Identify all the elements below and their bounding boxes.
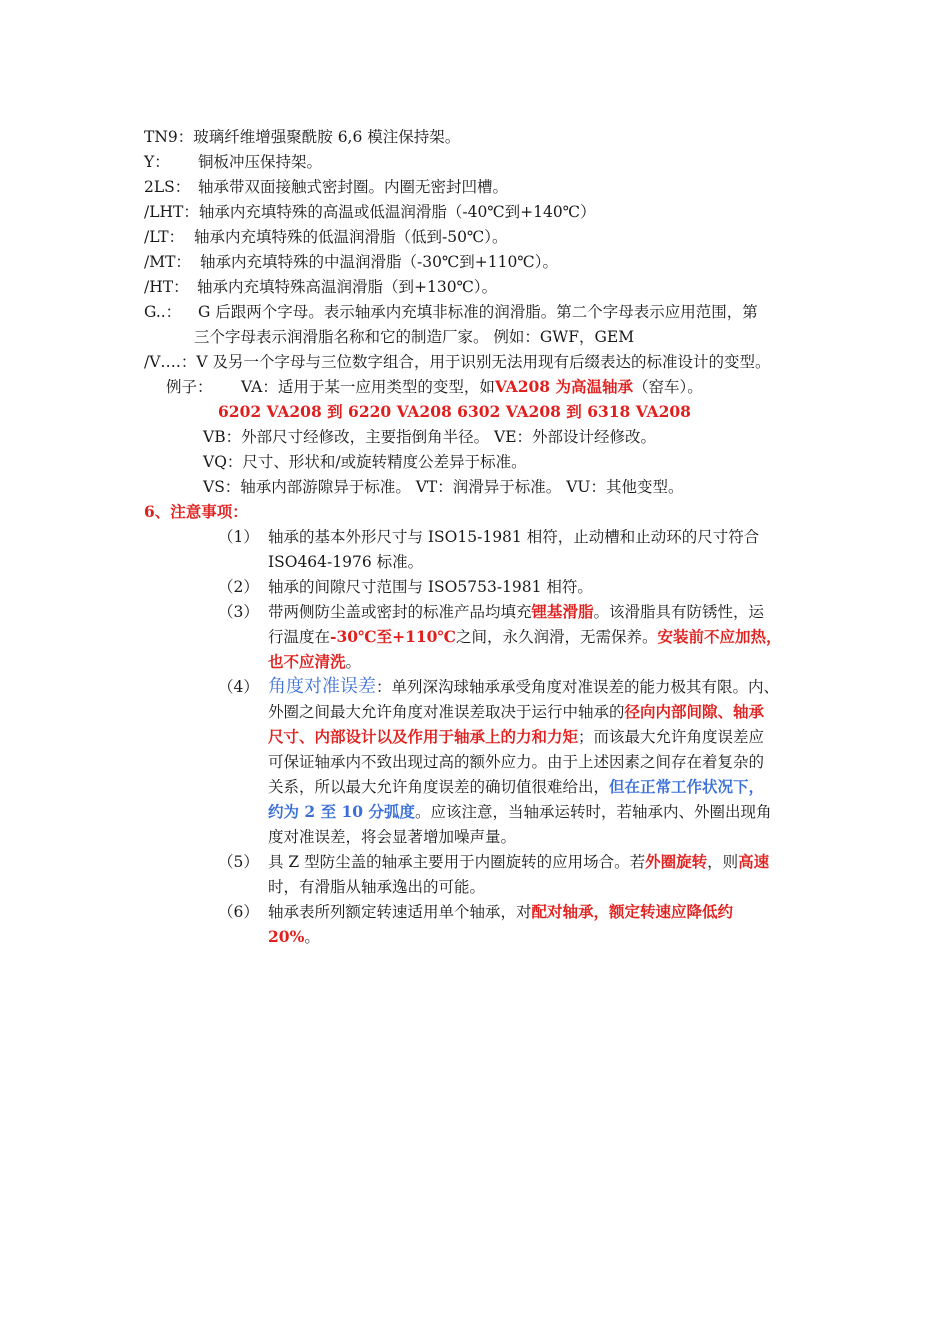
- suffix-v: /V….：V 及另一个字母与三位数字组合，用于识别无法用现有后缀表达的标准设计的变型。: [144, 353, 771, 371]
- suffix-2ls: 2LS： 轴承带双面接触式密封圈。内圈无密封凹槽。: [144, 178, 509, 196]
- note-1-line2: ISO464-1976 标准。: [268, 553, 424, 571]
- document-page: TN9：玻璃纤维增强聚酰胺 6,6 模注保持架。 Y： 铜板冲压保持架。 2LS： 轴承带双面接触式密封圈。内圈无密封凹槽。 /LHT：轴承内充填特殊的高温或低温润滑脂（-40℃到+140℃） /LT： 轴承内充填特殊的低温润滑脂（低到-50℃）。 /MT： 轴承内充填特殊的中温润滑脂（-30℃到+110℃）。 /HT： 轴承内充填特殊高温润滑脂（到+130℃）。 G..： G 后跟两个字母。表示轴承内充填非标准的润滑脂。第二个字母表示应用范围，第 三个字母表示润滑脂名称和它的制造厂家。 例如：GWF，GEM /V….：V 及另一个字母与三位数字组合，用于识别无法用现有后缀表达的标准设计的变型。 例子： VA：适用于某一应用类型的变型，如VA208 为高温轴承（窑车）。 6202 VA208 到 6220 VA208 6302 VA208 到 6318 VA208 VB：外部尺寸经修改，主要指倒角半径。 VE：外部设计经修改。 VQ：尺寸、形状和/或旋转精度公差异于标准。 VS：轴承内部游隙异于标准。 VT：润滑异于标准。 VU：其他变型。 6、注意事项： （1） 轴承的基本外形尺寸与 ISO15-1981 相符，止动槽和止动环的尺寸符合 ISO464-1976 标准。 （2） 轴承的间隙尺寸范围与 ISO5753-1981 相符。 （3） 带两侧防尘盖或密封的标准产品均填充锂基滑脂。该滑脂具有防锈性，运 行温度在-30℃至+110℃之间，永久润滑，无需保养。安装前不应加热， 也不应清洗。 （4） 角度对准误差：单列深沟球轴承承受角度对准误差的能力极其有限。内、 外圈之间最大允许角度对准误差取决于运行中轴承的径向内部间隙、轴承 尺寸、内部设计以及作用于轴承上的力和力矩；而该最大允许角度误差应 可保证轴承内不致出现过高的额外应力。由于上述因素之间存在着复杂的 关系，所以最大允许角度误差的确切值很难给出，但在正常工作状况下， 约为 2 至 10 分弧度。应该注意，当轴承运转时，若轴承内、外圈出现角 度对准误差，将会显著增加噪声量。 （5） 具 Z 型防尘盖的轴承主要用于内圈旋转的应用场合。若外圈旋转，则高速 时，有滑脂从轴承逸出的可能。 （6） 轴承表所列额定转速适用单个轴承，对配对轴承，额定转速应降低约 20%。: [144, 128, 782, 946]
- suffix-v-va: 例子： VA：适用于某一应用类型的变型，如VA208 为高温轴承（窑车）。: [166, 377, 703, 396]
- suffix-v-vb-ve: VB：外部尺寸经修改，主要指倒角半径。 VE：外部设计经修改。: [203, 428, 657, 446]
- suffix-v-vs-vt-vu: VS：轴承内部游隙异于标准。 VT：润滑异于标准。 VU：其他变型。: [203, 478, 684, 496]
- suffix-lt: /LT： 轴承内充填特殊的低温润滑脂（低到-50℃）。: [144, 228, 508, 246]
- note-4-line7: 度对准误差，将会显著增加噪声量。: [268, 828, 517, 846]
- suffix-mt: /MT： 轴承内充填特殊的中温润滑脂（-30℃到+110℃）。: [144, 253, 558, 271]
- notes-heading: 6、注意事项：: [144, 502, 248, 521]
- note-5-line2: 时，有滑脂从轴承逸出的可能。: [268, 878, 486, 896]
- suffix-y: Y： 铜板冲压保持架。: [144, 153, 323, 171]
- suffix-ht: /HT： 轴承内充填特殊高温润滑脂（到+130℃）。: [144, 278, 498, 296]
- suffix-lht: /LHT：轴承内充填特殊的高温或低温润滑脂（-40℃到+140℃）: [144, 203, 596, 221]
- note-3-line2: 行温度在-30℃至+110℃之间，永久润滑，无需保养。安装前不应加热，: [268, 627, 782, 646]
- note-4-line3: 尺寸、内部设计以及作用于轴承上的力和力矩；而该最大允许角度误差应: [268, 727, 765, 746]
- note-4-line6: 约为 2 至 10 分弧度。应该注意，当轴承运转时，若轴承内、外圈出现角: [268, 802, 772, 821]
- note-3-line3: 也不应清洗。: [268, 652, 362, 671]
- suffix-v-va-range: 6202 VA208 到 6220 VA208 6302 VA208 到 6318 VA208: [218, 402, 691, 421]
- note-4-line5: 关系，所以最大允许角度误差的确切值很难给出，但在正常工作状况下，: [268, 777, 765, 796]
- suffix-v-vq: VQ：尺寸、形状和/或旋转精度公差异于标准。: [203, 453, 527, 471]
- suffix-tn9: TN9：玻璃纤维增强聚酰胺 6,6 模注保持架。: [144, 128, 461, 146]
- note-4-line2: 外圈之间最大允许角度对准误差取决于运行中轴承的径向内部间隙、轴承: [268, 702, 765, 721]
- suffix-g: G..： G 后跟两个字母。表示轴承内充填非标准的润滑脂。第二个字母表示应用范围，第: [144, 303, 758, 321]
- note-4-line4: 可保证轴承内不致出现过高的额外应力。由于上述因素之间存在着复杂的: [268, 753, 765, 771]
- suffix-g-line2: 三个字母表示润滑脂名称和它的制造厂家。 例如：GWF，GEM: [194, 328, 635, 346]
- note-6-line2: 20%。: [268, 927, 320, 946]
- note-4-title: 角度对准误差: [268, 676, 376, 697]
